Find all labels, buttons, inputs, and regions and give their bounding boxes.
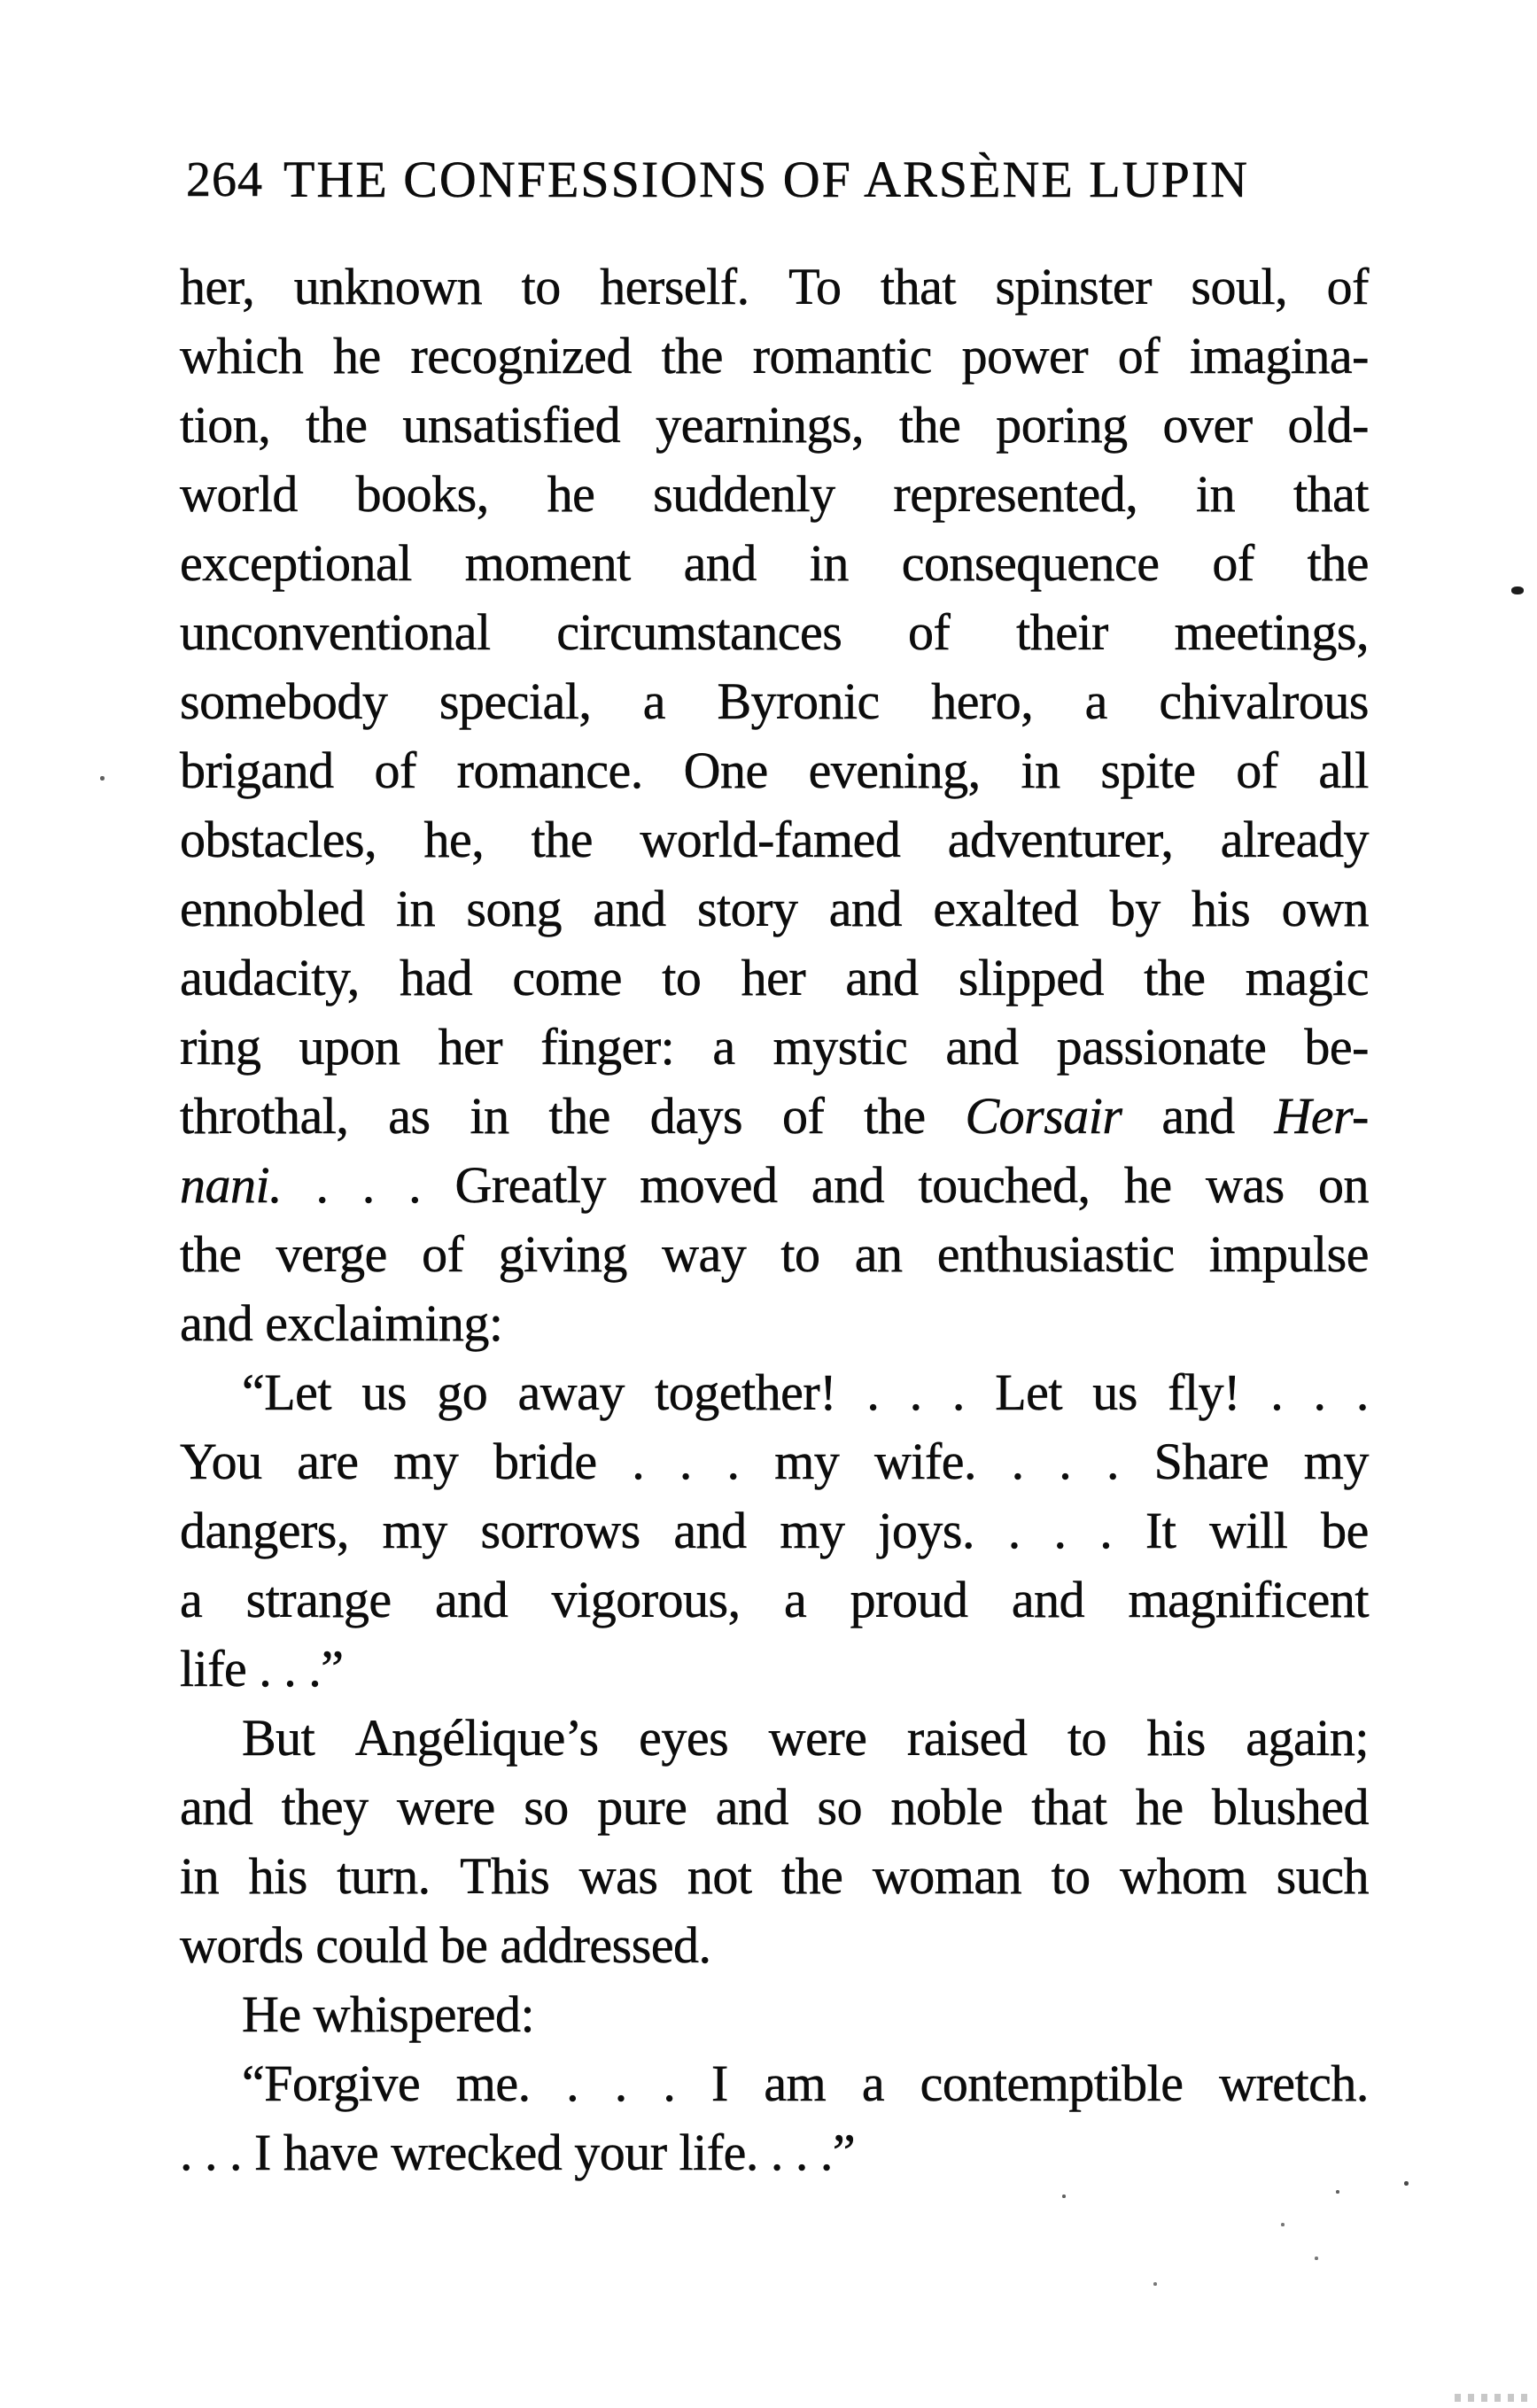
word: the bbox=[306, 396, 368, 454]
word: chivalrous bbox=[1159, 672, 1369, 730]
word: . bbox=[1053, 1502, 1067, 1559]
ink-speck bbox=[1062, 2194, 1066, 2198]
word: and bbox=[811, 1156, 885, 1214]
text-line bbox=[180, 667, 1369, 736]
text-line bbox=[180, 1911, 1369, 1980]
word: so bbox=[817, 1778, 863, 1836]
word: proud bbox=[850, 1571, 968, 1628]
word: his bbox=[1146, 1709, 1206, 1767]
word: eyes bbox=[639, 1709, 729, 1767]
word: days bbox=[649, 1087, 743, 1145]
word: were bbox=[768, 1709, 867, 1767]
word: finger: bbox=[540, 1018, 675, 1076]
word: story bbox=[696, 880, 798, 937]
word: imagina- bbox=[1189, 327, 1369, 385]
word: romantic bbox=[752, 327, 932, 385]
word: world bbox=[180, 465, 298, 523]
word: of bbox=[908, 603, 951, 661]
text-line bbox=[180, 1358, 1369, 1427]
word: they bbox=[281, 1778, 369, 1836]
word: he bbox=[1123, 1156, 1172, 1214]
word: by bbox=[1109, 880, 1161, 937]
word: were bbox=[397, 1778, 495, 1836]
word: unconventional bbox=[180, 603, 491, 661]
word: pure bbox=[597, 1778, 687, 1836]
word: a bbox=[861, 2055, 885, 2112]
word: ennobled bbox=[180, 880, 365, 937]
word: . bbox=[726, 1433, 740, 1490]
word: Her- bbox=[1274, 1087, 1369, 1145]
word: nani. bbox=[180, 1156, 283, 1214]
word: over bbox=[1162, 396, 1253, 454]
word: . bbox=[1007, 1502, 1021, 1559]
word: meetings, bbox=[1174, 603, 1369, 661]
word: . bbox=[1313, 1363, 1326, 1421]
word: I bbox=[710, 2055, 728, 2112]
word: “Let bbox=[242, 1363, 332, 1421]
word: and bbox=[945, 1018, 1019, 1076]
word: fly! bbox=[1168, 1363, 1240, 1421]
word: he, bbox=[423, 811, 485, 868]
word: my bbox=[382, 1502, 447, 1559]
text-line bbox=[180, 529, 1369, 598]
word: and bbox=[180, 1778, 253, 1836]
word: and bbox=[828, 880, 903, 937]
word: their bbox=[1016, 603, 1108, 661]
page-number: 264 bbox=[186, 152, 263, 207]
word: . bbox=[566, 2055, 579, 2112]
page-title: THE CONFESSIONS OF ARSÈNE LUPIN bbox=[283, 151, 1250, 208]
word: Byronic bbox=[717, 672, 880, 730]
word: mystic bbox=[772, 1018, 908, 1076]
text-line bbox=[180, 1013, 1369, 1082]
word: in bbox=[470, 1087, 509, 1145]
text-segment: and exclaiming: bbox=[180, 1294, 503, 1352]
word: romance. bbox=[456, 742, 643, 799]
word: bride bbox=[493, 1433, 597, 1490]
word: had bbox=[399, 949, 473, 1006]
word: magnificent bbox=[1128, 1571, 1369, 1628]
word: . bbox=[614, 2055, 627, 2112]
word: her bbox=[741, 949, 806, 1006]
word: spinster bbox=[995, 258, 1152, 315]
word: unknown bbox=[293, 258, 483, 315]
word: moment bbox=[464, 534, 631, 592]
word: throthal, bbox=[180, 1087, 349, 1145]
word: the bbox=[781, 1847, 843, 1905]
word: whom bbox=[1120, 1847, 1247, 1905]
word: suddenly bbox=[653, 465, 835, 523]
word: he bbox=[547, 465, 595, 523]
word: magic bbox=[1245, 949, 1369, 1006]
word: exceptional bbox=[180, 534, 412, 592]
word: exalted bbox=[933, 880, 1079, 937]
word: . bbox=[632, 1433, 645, 1490]
ink-speck bbox=[1404, 2181, 1409, 2186]
word: the bbox=[864, 1087, 926, 1145]
word: and bbox=[683, 534, 757, 592]
word: such bbox=[1276, 1847, 1369, 1905]
word: song bbox=[466, 880, 562, 937]
word: herself. bbox=[600, 258, 749, 315]
text-line bbox=[180, 2049, 1369, 2118]
word: evening, bbox=[808, 742, 981, 799]
word: in bbox=[395, 880, 436, 937]
word: and bbox=[1011, 1571, 1085, 1628]
text-line bbox=[180, 391, 1369, 460]
text-line bbox=[180, 1980, 1369, 2049]
text-line bbox=[180, 460, 1369, 529]
text-line bbox=[180, 1565, 1369, 1635]
word: together! bbox=[655, 1363, 837, 1421]
word: of bbox=[1117, 327, 1161, 385]
word: . bbox=[679, 1433, 692, 1490]
text-line bbox=[180, 1842, 1369, 1911]
word: am bbox=[764, 2055, 827, 2112]
running-header bbox=[0, 144, 1537, 215]
word: audacity, bbox=[180, 949, 360, 1006]
word: way bbox=[662, 1225, 747, 1283]
word: strange bbox=[245, 1571, 392, 1628]
word: and bbox=[673, 1502, 747, 1559]
text-line bbox=[180, 252, 1369, 322]
word: in bbox=[1196, 465, 1236, 523]
word: . bbox=[1099, 1502, 1113, 1559]
word: he bbox=[1135, 1778, 1184, 1836]
word: Let bbox=[995, 1363, 1062, 1421]
word: the bbox=[531, 811, 593, 868]
word: my bbox=[393, 1433, 459, 1490]
word: . bbox=[1106, 1433, 1119, 1490]
word: be bbox=[1321, 1502, 1369, 1559]
word: a bbox=[642, 672, 666, 730]
text-segment: words could be addressed. bbox=[180, 1916, 711, 1974]
ink-speck bbox=[1153, 2282, 1157, 2286]
word: soul, bbox=[1191, 258, 1288, 315]
ink-speck bbox=[1281, 2223, 1285, 2226]
word: poring bbox=[996, 396, 1128, 454]
word: wife. bbox=[873, 1433, 977, 1490]
word: come bbox=[512, 949, 623, 1006]
word: go bbox=[437, 1363, 488, 1421]
word: raised bbox=[906, 1709, 1028, 1767]
page-text bbox=[180, 252, 1369, 2187]
word: the bbox=[661, 327, 723, 385]
word: that bbox=[880, 258, 956, 315]
word: . bbox=[315, 1156, 329, 1214]
word: verge bbox=[276, 1225, 387, 1283]
word: of bbox=[422, 1225, 464, 1283]
word: the bbox=[180, 1225, 242, 1283]
word: unsatisfied bbox=[402, 396, 621, 454]
word: again; bbox=[1246, 1709, 1369, 1767]
word: on bbox=[1318, 1156, 1369, 1214]
word: a bbox=[712, 1018, 735, 1076]
text-line bbox=[180, 1496, 1369, 1565]
word: adventurer, bbox=[947, 811, 1174, 868]
word: my bbox=[774, 1433, 840, 1490]
word: to bbox=[1051, 1847, 1091, 1905]
word: giving bbox=[498, 1225, 627, 1283]
word: Share bbox=[1153, 1433, 1269, 1490]
word: already bbox=[1220, 811, 1369, 868]
word: You bbox=[180, 1433, 262, 1490]
word: tion, bbox=[180, 396, 271, 454]
text-line bbox=[180, 1151, 1369, 1220]
word: To bbox=[788, 258, 842, 315]
word: will bbox=[1209, 1502, 1288, 1559]
word: wretch. bbox=[1219, 2055, 1369, 2112]
word: . bbox=[1355, 1363, 1369, 1421]
word: to bbox=[780, 1225, 820, 1283]
word: and bbox=[845, 949, 919, 1006]
word: my bbox=[1303, 1433, 1369, 1490]
word: blushed bbox=[1212, 1778, 1369, 1836]
word: consequence bbox=[901, 534, 1160, 592]
word: in bbox=[180, 1847, 220, 1905]
word: an bbox=[854, 1225, 903, 1283]
word: in bbox=[1021, 742, 1060, 799]
word: and bbox=[1161, 1087, 1235, 1145]
word: as bbox=[388, 1087, 431, 1145]
text-line bbox=[180, 944, 1369, 1013]
word: . bbox=[866, 1363, 880, 1421]
word: and bbox=[593, 880, 666, 937]
word: the bbox=[1307, 534, 1369, 592]
word: away bbox=[517, 1363, 625, 1421]
word: . bbox=[1270, 1363, 1284, 1421]
word: special, bbox=[439, 672, 592, 730]
word: of bbox=[782, 1087, 825, 1145]
text-line bbox=[180, 1082, 1369, 1151]
word: which bbox=[180, 327, 304, 385]
word: he bbox=[332, 327, 381, 385]
word: the bbox=[898, 396, 961, 454]
word: moved bbox=[640, 1156, 778, 1214]
word: us bbox=[1092, 1363, 1137, 1421]
word: books, bbox=[355, 465, 489, 523]
word: woman bbox=[872, 1847, 1022, 1905]
word: of bbox=[1326, 258, 1369, 315]
word: . bbox=[1059, 1433, 1072, 1490]
word: a bbox=[784, 1571, 807, 1628]
word: so bbox=[524, 1778, 569, 1836]
word: a bbox=[180, 1571, 203, 1628]
text-segment: life . . .” bbox=[180, 1640, 344, 1697]
word: that bbox=[1031, 1778, 1107, 1836]
word: slipped bbox=[958, 949, 1104, 1006]
word: . bbox=[663, 2055, 676, 2112]
word: and bbox=[715, 1778, 789, 1836]
text-line bbox=[180, 805, 1369, 874]
word: in bbox=[809, 534, 849, 592]
word: somebody bbox=[180, 672, 388, 730]
word: of bbox=[1236, 742, 1278, 799]
word: all bbox=[1318, 742, 1369, 799]
word: vigorous, bbox=[551, 1571, 741, 1628]
word: to bbox=[521, 258, 561, 315]
word: touched, bbox=[918, 1156, 1091, 1214]
word: a bbox=[1084, 672, 1107, 730]
word: us bbox=[361, 1363, 407, 1421]
word: my bbox=[780, 1502, 845, 1559]
text-line bbox=[180, 322, 1369, 391]
word: be- bbox=[1304, 1018, 1369, 1076]
ink-speck bbox=[1315, 2257, 1318, 2260]
word: brigand bbox=[180, 742, 334, 799]
word: But bbox=[242, 1709, 315, 1767]
text-line bbox=[180, 1635, 1369, 1704]
word: not bbox=[687, 1847, 752, 1905]
text-line bbox=[180, 1427, 1369, 1496]
word: Corsair bbox=[965, 1087, 1122, 1145]
word: that bbox=[1292, 465, 1369, 523]
word: . bbox=[1011, 1433, 1024, 1490]
word: enthusiastic bbox=[936, 1225, 1175, 1283]
word: to bbox=[1067, 1709, 1107, 1767]
word: her bbox=[438, 1018, 503, 1076]
word: . bbox=[951, 1363, 965, 1421]
text-segment: He whispered: bbox=[242, 1985, 535, 2043]
ink-speck bbox=[1511, 586, 1524, 594]
word: the bbox=[1144, 949, 1206, 1006]
word: world-famed bbox=[640, 811, 901, 868]
word: represented, bbox=[893, 465, 1138, 523]
ink-speck bbox=[1336, 2190, 1339, 2194]
word: old- bbox=[1287, 396, 1369, 454]
text-line bbox=[180, 2118, 1369, 2187]
word: Greatly bbox=[454, 1156, 606, 1214]
word: are bbox=[297, 1433, 359, 1490]
text-line bbox=[180, 736, 1369, 805]
word: sorrows bbox=[480, 1502, 640, 1559]
word: his bbox=[248, 1847, 307, 1905]
word: ring bbox=[180, 1018, 261, 1076]
word: power bbox=[961, 327, 1089, 385]
word: the bbox=[548, 1087, 610, 1145]
word: This bbox=[460, 1847, 550, 1905]
word: obstacles, bbox=[180, 811, 377, 868]
text-segment: . . . I have wrecked your life. . . .” bbox=[180, 2124, 856, 2181]
word: of bbox=[374, 742, 416, 799]
scan-edge-artifact bbox=[1455, 2394, 1534, 2402]
word: joys. bbox=[878, 1502, 974, 1559]
word: recognized bbox=[410, 327, 632, 385]
word: me. bbox=[455, 2055, 531, 2112]
word: was bbox=[1205, 1156, 1285, 1214]
word: impulse bbox=[1208, 1225, 1369, 1283]
word: to bbox=[662, 949, 702, 1006]
text-line bbox=[180, 1704, 1369, 1773]
word: contemptible bbox=[920, 2055, 1184, 2112]
word: noble bbox=[890, 1778, 1003, 1836]
word: . bbox=[361, 1156, 375, 1214]
word: dangers, bbox=[180, 1502, 349, 1559]
text-line bbox=[180, 1220, 1369, 1289]
word: Angélique’s bbox=[354, 1709, 599, 1767]
word: was bbox=[578, 1847, 658, 1905]
word: One bbox=[683, 742, 768, 799]
word: her, bbox=[180, 258, 255, 315]
word: yearnings, bbox=[656, 396, 865, 454]
word: his bbox=[1192, 880, 1251, 937]
word: circumstances bbox=[556, 603, 842, 661]
text-line bbox=[180, 1773, 1369, 1842]
text-line bbox=[180, 1289, 1369, 1358]
word: upon bbox=[299, 1018, 400, 1076]
word: turn. bbox=[337, 1847, 431, 1905]
word: hero, bbox=[931, 672, 1034, 730]
word: . bbox=[408, 1156, 422, 1214]
word: . bbox=[909, 1363, 922, 1421]
word: and bbox=[435, 1571, 508, 1628]
word: own bbox=[1281, 880, 1369, 937]
word: spite bbox=[1100, 742, 1196, 799]
text-line bbox=[180, 874, 1369, 944]
ink-speck bbox=[100, 776, 105, 781]
word: passionate bbox=[1056, 1018, 1267, 1076]
word: of bbox=[1212, 534, 1254, 592]
text-line bbox=[180, 598, 1369, 667]
word: “Forgive bbox=[242, 2055, 421, 2112]
word: It bbox=[1145, 1502, 1176, 1559]
